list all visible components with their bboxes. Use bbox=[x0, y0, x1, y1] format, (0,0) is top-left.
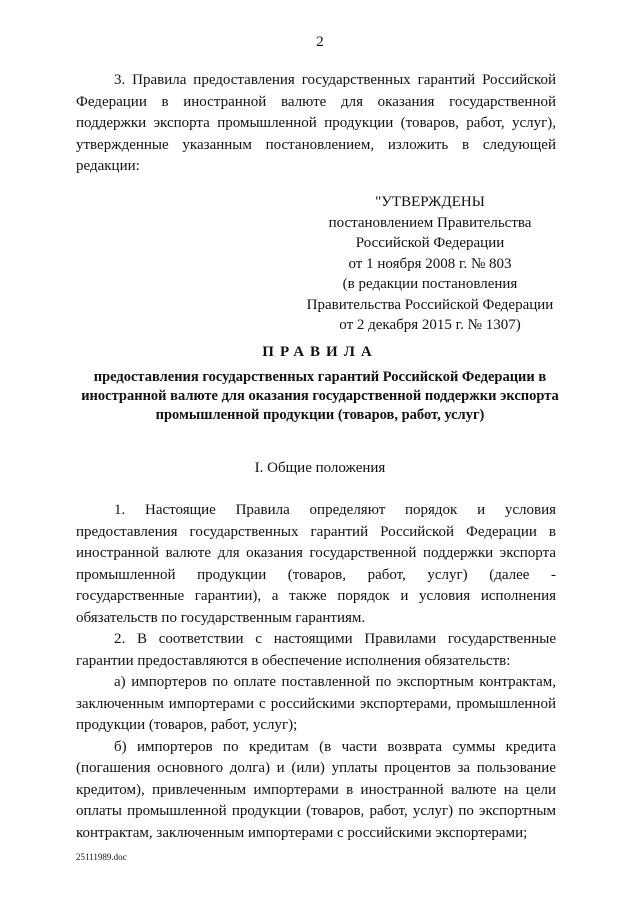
approval-line-4: от 1 ноября 2008 г. № 803 bbox=[348, 255, 512, 272]
document-title: ПРАВИЛА bbox=[262, 344, 378, 360]
section-heading: I. Общие положения bbox=[254, 460, 386, 476]
intro-paragraph: 3. Правила предоставления государственных гарантий Российской Федерации в иностранной валюте для оказания государственной поддержки экспорта промышленной продукции (товаров, работ, услуг), утвержденные указанным постановлением, изложить в следующей редакции: bbox=[76, 72, 556, 174]
approval-line-6: Правительства Российской Федерации bbox=[306, 296, 554, 313]
approval-line-3: Российской Федерации bbox=[355, 235, 505, 251]
approval-line-2: постановлением Правительства bbox=[328, 214, 532, 231]
document-subtitle: предоставления государственных гарантий Российской Федерации в иностранной валюте для оказания государственной поддержки экспорта промышленной продукции (товаров, работ, услуг) bbox=[81, 369, 559, 423]
intro-paragraph-block bbox=[76, 70, 556, 178]
footer-filename: 25111989.doc bbox=[76, 852, 127, 862]
paragraph-2: 2. В соответствии с настоящими Правилами государственные гарантии предоставляются в обеспечение исполнения обязательств: bbox=[76, 631, 556, 669]
body-text bbox=[76, 500, 556, 844]
paragraph-1: 1. Настоящие Правила определяют порядок и условия предоставления государственных гарантий Российской Федерации в иностранной валюте для оказания государственной поддержки экспорта промышленной продукции (товаров, работ, услуг) (далее - государственные гарантии), а также порядок и условия исполнения обязательств по государственным гарантиям. bbox=[76, 502, 556, 626]
approval-line-5: (в редакции постановления bbox=[342, 276, 518, 292]
approval-block bbox=[300, 192, 560, 336]
approval-line-1: "УТВЕРЖДЕНЫ bbox=[375, 194, 485, 210]
page-number: 2 bbox=[316, 34, 324, 50]
paragraph-b: б) импортеров по кредитам (в части возврата суммы кредита (погашения основного долга) и (или) уплаты процентов за пользование кредитом), привлеченным импортерами в иностранной валюте на цели оплаты промышленной продукции (товаров, работ, услуг) по экспортным контрактам, заключенным импортерами с российскими экспортерами; bbox=[76, 738, 556, 841]
paragraph-a: а) импортеров по оплате поставленной по экспортным контрактам, заключенным импортерами с российскими экспортерами, промышленной продукции (товаров, работ, услуг); bbox=[76, 674, 556, 733]
approval-line-7: от 2 декабря 2015 г. № 1307) bbox=[339, 317, 521, 333]
